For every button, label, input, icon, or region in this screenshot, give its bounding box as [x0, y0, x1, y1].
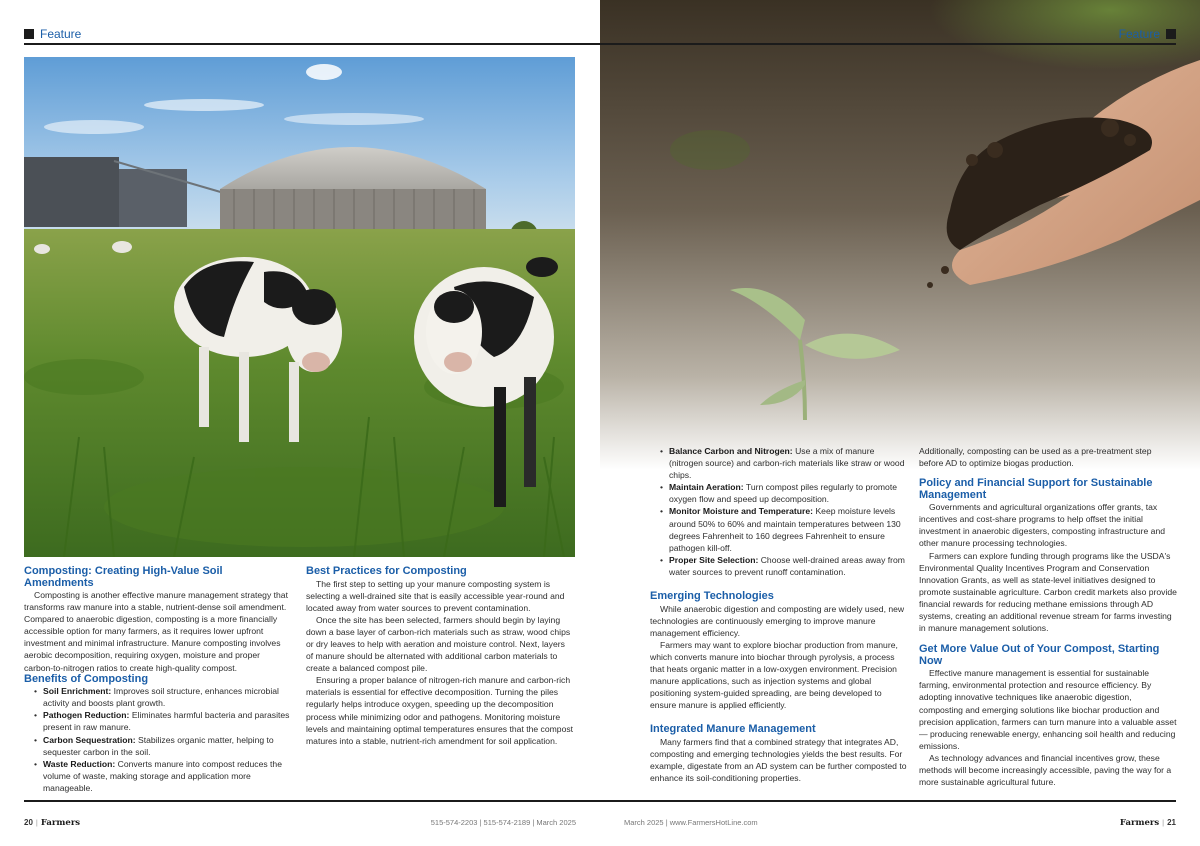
- paragraph: As technology advances and financial incentives grow, these methods will become increasingly accessible, paving the way for a more sustainable agricultural future.: [919, 752, 1172, 788]
- list-item: [650, 481, 910, 505]
- paragraph: The first step to setting up your manure composting system is selecting a well-drained site that is easily accessible year-round and located away from water sources to prevent contamination.: [306, 578, 565, 613]
- paragraph: Additionally, composting can be used as a pre-treatment step before AD to optimize biogas production.: [919, 446, 1152, 469]
- section-label-text: Feature: [1118, 27, 1160, 41]
- list-item: [24, 709, 290, 733]
- top-rule: [600, 43, 1176, 45]
- practices-list: [650, 445, 910, 578]
- square-marker-icon: [1166, 29, 1176, 39]
- policy-heading: Policy and Financial Support for Sustainable Management: [919, 477, 1153, 501]
- paragraph: Farmers may want to explore biochar production from manure, which converts manure into biochar through pyrolysis, a process that heats organic matter in a low-oxygen environment. Precision manure applications, such as injection systems and global positioning system-guided spreading, are being developed to ensure manure is applied efficiently.: [650, 639, 898, 711]
- paragraph: Governments and agricultural organizations offer grants, tax incentives and cost-share programs to help offset the initial investment in anaerobic digesters, composting infrastructure and other manure processing technologies.: [919, 502, 1166, 549]
- right-page: [600, 0, 1200, 846]
- value-heading: Get More Value Out of Your Compost, Starting Now: [919, 643, 1160, 667]
- cows-biogas-photo: [24, 57, 575, 557]
- page-number: 20: [24, 818, 33, 827]
- section-label-left: [24, 27, 81, 41]
- composting-heading: Composting: Creating High-Value Soil Amendments: [24, 565, 223, 589]
- column-2: [306, 566, 574, 747]
- benefit-text: Converts manure into compost reduces the volume of waste, making storage and application more manageable.: [43, 758, 282, 793]
- footer-left: 20 | Farmers: [24, 818, 81, 828]
- practice-term: Monitor Moisture and Temperature:: [669, 506, 814, 517]
- practice-text: Turn compost piles regularly to promote oxygen flow and speed up decomposition.: [669, 482, 897, 505]
- bottom-rule: [600, 800, 1176, 802]
- composting-intro: Composting is another effective manure management strategy that transforms raw manure into a stable, nutrient-dense soil amendment. Compared to anaerobic digestion, composting is a more financially accessible option for many farmers, as it requires lower upfront investment and minimal infrastructure. Manure composting involves aerobic decomposition, requiring oxygen, moisture and proper carbon-to-nitrogen ratios to create high-quality compost.: [24, 590, 288, 673]
- practice-text: Choose well-drained areas away from water sources to prevent runoff contamination.: [669, 554, 905, 577]
- practice-text: Keep moisture levels around 50% to 60% and maintain temperatures between 130 degrees Fahrenheit to 160 degrees Fahrenheit to ensure pathogen kill-off.: [669, 506, 901, 553]
- practice-term: Maintain Aeration:: [669, 482, 744, 493]
- list-item: [650, 505, 910, 553]
- emerging-heading: Emerging Technologies: [650, 590, 774, 603]
- list-item: [650, 445, 910, 481]
- paragraph: Ensuring a proper balance of nitrogen-rich manure and carbon-rich materials is essential for effective decomposition. Turning the piles regularly helps introduce oxygen, speeding up the decomposition process while minimizing odor and pathogens. Monitoring moisture levels and maintaining optimal temperatures ensures that the compost matures into a stable, nutrient-rich amendment for soil application.: [306, 675, 574, 746]
- practice-term: Proper Site Selection:: [669, 554, 759, 565]
- footer-left-info: 515-574-2203 | 515-574-2189 | March 2025: [430, 818, 576, 827]
- column-3: [650, 445, 910, 784]
- benefits-list: [24, 685, 290, 794]
- list-item: [24, 734, 290, 758]
- integrated-heading: Integrated Manure Management: [650, 723, 816, 736]
- paragraph: Farmers can explore funding through programs like the USDA's Environmental Quality Incentives Program and Conservation Innovation Grants, as well as state-level initiatives designed to promote sustainable agriculture. Carbon credit markets also provide financial rewards for reducing methane emissions through AD systems, creating an additional revenue stream for farms investing in manure management solutions.: [919, 550, 1177, 634]
- benefit-text: Eliminates harmful bacteria and parasites present in raw manure.: [43, 710, 290, 733]
- bottom-rule: [24, 800, 600, 802]
- hand-soil-photo: [600, 0, 1200, 470]
- brand-logo: Farmers: [40, 818, 81, 828]
- benefit-text: Stabilizes organic matter, helping to sequester carbon in the soil.: [43, 734, 274, 757]
- brand-logo: Farmers: [1119, 818, 1160, 828]
- footer-right: Farmers | 21: [1119, 818, 1176, 828]
- paragraph: Many farmers find that a combined strategy that integrates AD, composting and emerging technologies yields the best results. For example, digestate from an AD system can be further composted to enhance its soil-conditioning properties.: [650, 736, 907, 784]
- column-4: [919, 445, 1177, 788]
- list-item: [24, 758, 290, 794]
- benefit-term: Pathogen Reduction:: [43, 710, 130, 721]
- top-rule: [24, 43, 600, 45]
- list-item: [650, 554, 910, 578]
- column-1: [24, 566, 290, 794]
- footer-right-info: March 2025 | www.FarmersHotLine.com: [624, 818, 758, 827]
- paragraph: Once the site has been selected, farmers should begin by laying down a base layer of carbon-rich materials such as straw, wood chips or dry leaves to help with aeration and moisture control. Next, layers of manure should be alternated with additional carbon materials to create a balanced compost pile.: [306, 614, 571, 674]
- section-label-right: [1119, 27, 1176, 41]
- paragraph: While anaerobic digestion and composting are widely used, new technologies are continuously emerging to improve manure management efficiency.: [650, 603, 905, 638]
- page-number: 21: [1167, 818, 1176, 827]
- section-label-text: Feature: [40, 27, 82, 41]
- paragraph: Effective manure management is essential for sustainable farming, environmental protection and resource efficiency. By adopting innovative techniques like anaerobic digestion, composting and emerging solutions like biochar production and precision application, farmers can turn manure into a valuable asset — producing renewable energy, enhancing soil health and reducing emissions.: [919, 668, 1177, 751]
- benefit-term: Carbon Sequestration:: [43, 734, 136, 745]
- benefit-term: Waste Reduction:: [43, 758, 116, 769]
- list-item: [24, 685, 290, 709]
- benefit-term: Soil Enrichment:: [43, 686, 112, 697]
- square-marker-icon: [24, 29, 34, 39]
- best-practices-heading: Best Practices for Composting: [306, 565, 467, 577]
- practice-text: Use a mix of manure (nitrogen source) and carbon-rich materials like straw or wood chips.: [669, 446, 905, 481]
- benefits-heading: Benefits of Composting: [24, 672, 149, 685]
- benefit-text: Improves soil structure, enhances microbial activity and boosts plant growth.: [43, 686, 279, 709]
- practice-term: Balance Carbon and Nitrogen:: [669, 446, 793, 456]
